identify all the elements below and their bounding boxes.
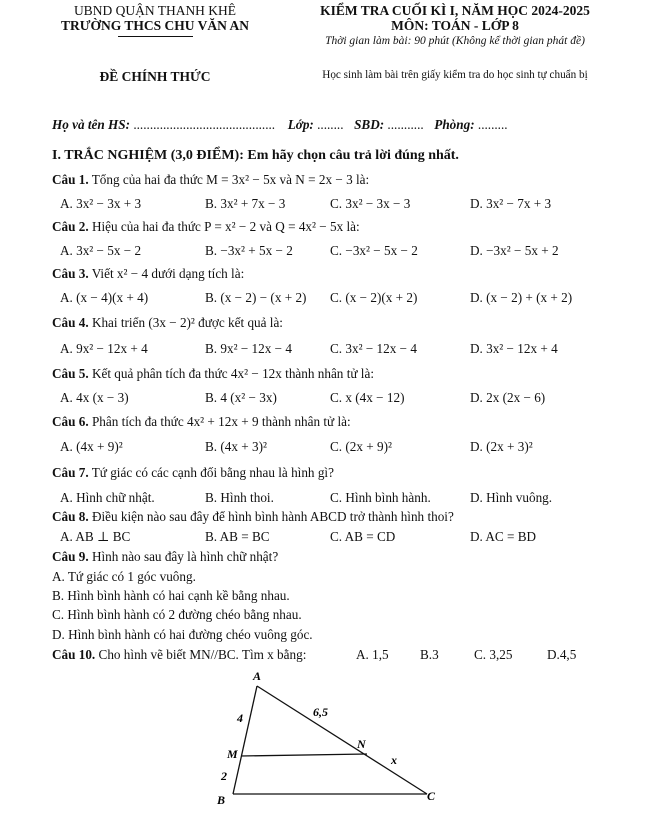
side-ab xyxy=(233,686,257,794)
option-d: D. −3x² − 5x + 2 xyxy=(470,243,559,258)
question-8 xyxy=(52,509,454,525)
question-label: Câu 1. xyxy=(52,172,89,187)
vertex-label-c: C xyxy=(427,789,436,803)
option-d: D.4,5 xyxy=(547,647,577,662)
option-c: C. −3x² − 5x − 2 xyxy=(330,243,418,258)
option-d: D. AC = BD xyxy=(470,529,537,544)
question-label: Câu 4. xyxy=(52,315,89,330)
option-d: D. 3x² − 12x + 4 xyxy=(470,341,558,356)
question-6 xyxy=(52,414,351,430)
subject-title: MÔN: TOÁN - LỚP 8 xyxy=(391,18,519,33)
exam-title: KIỂM TRA CUỐI KÌ I, NĂM HỌC 2024-2025 xyxy=(320,3,590,18)
question-text: Tứ giác có các cạnh đối bằng nhau là hình gì? xyxy=(91,465,334,480)
option-b: B. AB = BC xyxy=(205,529,270,544)
room-label: Phòng: xyxy=(434,117,475,132)
option-c: C. 3x² − 3x − 3 xyxy=(330,196,411,211)
question-text: Hình nào sau đây là hình chữ nhật? xyxy=(91,549,279,564)
question-text: Viết x² − 4 dưới dạng tích là: xyxy=(91,266,245,281)
option-c: C. 3x² − 12x − 4 xyxy=(330,341,417,356)
triangle-figure xyxy=(195,668,455,818)
option-c: C. Hình bình hành có 2 đường chéo bằng nhau. xyxy=(52,607,302,622)
option-b: B. 9x² − 12x − 4 xyxy=(205,341,292,356)
question-4 xyxy=(52,315,283,331)
question-text: Hiệu của hai đa thức P = x² − 2 và Q = 4x² − 5x là: xyxy=(91,219,360,234)
sbd-dots: ........... xyxy=(387,117,424,132)
option-a: A. 3x² − 5x − 2 xyxy=(60,243,142,258)
option-d: D. 3x² − 7x + 3 xyxy=(470,196,552,211)
option-d: D. (2x + 3)² xyxy=(470,439,533,454)
question-label: Câu 7. xyxy=(52,465,89,480)
option-b: B. 3x² + 7x − 3 xyxy=(205,196,286,211)
question-text: Cho hình vẽ biết MN//BC. Tìm x bằng: xyxy=(98,647,307,662)
question-1 xyxy=(52,172,369,188)
sbd-label: SBD: xyxy=(354,117,385,132)
class-label: Lớp: xyxy=(287,117,314,132)
length-label-am: 4 xyxy=(237,711,243,725)
question-label: Câu 3. xyxy=(52,266,89,281)
option-b: B. Hình bình hành có hai cạnh kề bằng nhau. xyxy=(52,588,290,603)
question-label: Câu 9. xyxy=(52,549,89,564)
option-c: C. Hình bình hành. xyxy=(330,490,431,505)
vertex-label-n: N xyxy=(357,737,366,751)
length-label-an: 6,5 xyxy=(313,705,328,719)
exam-note: Học sinh làm bài trên giấy kiểm tra do học sinh tự chuẩn bị xyxy=(322,69,588,81)
question-label: Câu 6. xyxy=(52,414,89,429)
option-c: C. (2x + 9)² xyxy=(330,439,392,454)
option-b: B. (4x + 3)² xyxy=(205,439,267,454)
question-text: Tổng của hai đa thức M = 3x² − 5x và N = 2x − 3 là: xyxy=(91,172,370,187)
length-label-mb: 2 xyxy=(221,769,227,783)
option-a: A. Hình chữ nhật. xyxy=(60,490,155,505)
question-text: Phân tích đa thức 4x² + 12x + 9 thành nhân tử là: xyxy=(91,414,351,429)
segment-mn xyxy=(241,754,367,756)
option-a: A. 4x (x − 3) xyxy=(60,390,129,405)
question-text: Khai triển (3x − 2)² được kết quả là: xyxy=(91,315,283,330)
question-label: Câu 2. xyxy=(52,219,89,234)
option-b: B. (x − 2) − (x + 2) xyxy=(205,290,307,305)
option-b: B. 4 (x² − 3x) xyxy=(205,390,277,405)
question-label: Câu 5. xyxy=(52,366,89,381)
question-9 xyxy=(52,549,278,565)
length-label-nc: x xyxy=(391,753,397,767)
option-c: C. (x − 2)(x + 2) xyxy=(330,290,418,305)
question-label: Câu 8. xyxy=(52,509,89,524)
option-a: A. 3x² − 3x + 3 xyxy=(60,196,142,211)
option-c: C. x (4x − 12) xyxy=(330,390,405,405)
official-exam-label: ĐỀ CHÍNH THỨC xyxy=(99,69,211,84)
room-dots: ......... xyxy=(477,117,508,132)
question-3 xyxy=(52,266,244,282)
option-c: C. AB = CD xyxy=(330,529,396,544)
school-name: TRƯỜNG THCS CHU VĂN AN xyxy=(60,18,250,33)
option-d: D. (x − 2) + (x + 2) xyxy=(470,290,573,305)
option-b: B. −3x² + 5x − 2 xyxy=(205,243,293,258)
school-underline xyxy=(118,36,193,37)
question-10 xyxy=(52,647,306,663)
vertex-label-b: B xyxy=(217,793,226,807)
question-2 xyxy=(52,219,360,235)
option-a: A. (4x + 9)² xyxy=(60,439,123,454)
class-dots: ........ xyxy=(317,117,344,132)
option-a: A. AB ⊥ BC xyxy=(60,529,131,544)
exam-duration: Thời gian làm bài: 90 phút (Không kể thời gian phát đề) xyxy=(325,35,585,47)
vertex-label-m: M xyxy=(227,747,238,761)
question-text: Điều kiện nào sau đây để hình bình hành ABCD trở thành hình thoi? xyxy=(91,509,454,524)
option-d: D. Hình vuông. xyxy=(470,490,553,505)
option-a: A. 1,5 xyxy=(356,647,389,662)
option-d: D. Hình bình hành có hai đường chéo vuông góc. xyxy=(52,627,313,642)
question-7 xyxy=(52,465,334,481)
vertex-label-a: A xyxy=(253,669,262,683)
section-title: I. TRẮC NGHIỆM (3,0 ĐIỂM): Em hãy chọn câu trả lời đúng nhất. xyxy=(52,148,459,163)
district-name: UBND QUẬN THANH KHÊ xyxy=(73,3,237,18)
student-name-label: Họ và tên HS: xyxy=(52,117,131,132)
student-name-dots: ........................................... xyxy=(133,117,276,132)
side-ac xyxy=(257,686,427,794)
student-info-line xyxy=(52,117,508,133)
option-a: A. 9x² − 12x + 4 xyxy=(60,341,148,356)
option-b: B. Hình thoi. xyxy=(205,490,274,505)
option-c: C. 3,25 xyxy=(474,647,513,662)
option-b: B.3 xyxy=(420,647,439,662)
option-a: A. Tứ giác có 1 góc vuông. xyxy=(52,569,196,584)
option-a: A. (x − 4)(x + 4) xyxy=(60,290,149,305)
option-d: D. 2x (2x − 6) xyxy=(470,390,546,405)
question-text: Kết quả phân tích đa thức 4x² − 12x thành nhân tử là: xyxy=(91,366,374,381)
question-5 xyxy=(52,366,374,382)
question-label: Câu 10. xyxy=(52,647,96,662)
